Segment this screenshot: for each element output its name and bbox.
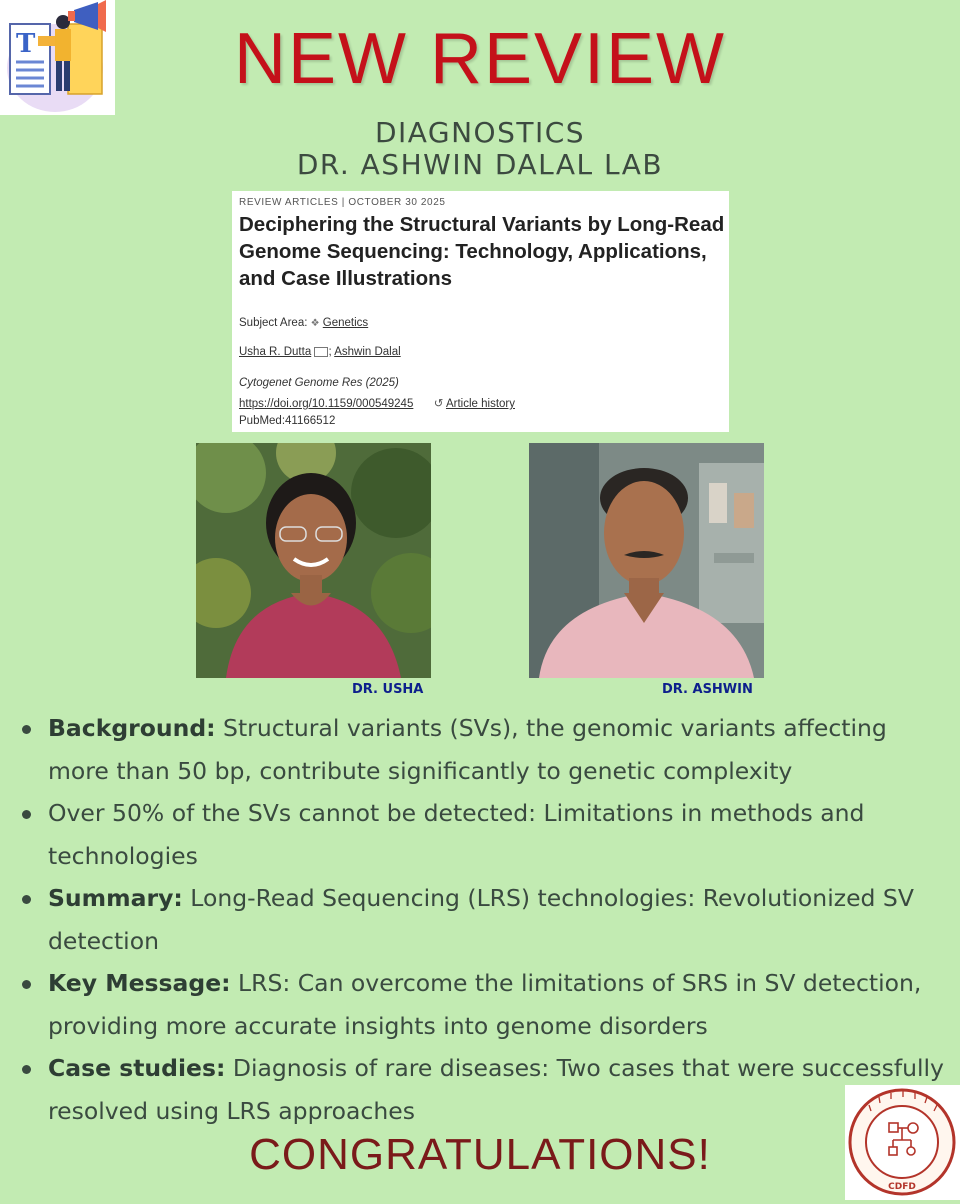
label-dr-usha: DR. USHA: [352, 682, 424, 697]
bullet-icon: [22, 895, 31, 904]
bullet-lead: Case studies:: [48, 1054, 226, 1082]
doi-link[interactable]: https://doi.org/10.1159/000549245: [239, 398, 414, 410]
headline: NEW REVIEW: [233, 19, 726, 99]
dna-icon: ❖: [310, 318, 320, 329]
author-link-1[interactable]: Usha R. Dutta: [239, 346, 312, 358]
article-history-link[interactable]: Article history: [445, 398, 515, 410]
author-link-2[interactable]: Ashwin Dalal: [334, 346, 401, 358]
summary-list: [22, 707, 952, 1132]
photo-dr-ashwin: [529, 443, 764, 678]
label-dr-ashwin: DR. ASHWIN: [662, 682, 753, 697]
photo-dr-usha: [196, 443, 431, 678]
bullet-lead: Summary:: [48, 884, 183, 912]
cdfd-logo-icon: [845, 1085, 960, 1200]
list-item: [22, 1047, 952, 1132]
bullet-text: Diagnosis of rare diseases: Two cases that were successfully resolved using LRS approaches: [48, 1054, 944, 1125]
list-item: [22, 792, 952, 877]
list-item: [22, 962, 952, 1047]
article-title[interactable]: Deciphering the Structural Variants by Long-Read Genome Sequencing: Technology, Applications, and Case Illustrations: [239, 213, 725, 290]
bullet-text: Over 50% of the SVs cannot be detected: Limitations in methods and technologies: [48, 799, 865, 870]
subject-area-link[interactable]: Genetics: [322, 317, 369, 329]
bullet-text: LRS: Can overcome the limitations of SRS in SV detection, providing more accurate insights into genome disorders: [48, 969, 922, 1040]
bullet-lead: Key Message:: [48, 969, 231, 997]
doi-row: [239, 396, 515, 410]
list-item: [22, 877, 952, 962]
author-card-icon[interactable]: [314, 347, 328, 357]
subtitle-category: DIAGNOSTICS: [374, 116, 586, 149]
subtitle-lab: DR. ASHWIN DALAL LAB: [296, 148, 664, 181]
pubmed-id: PubMed:41166512: [239, 415, 336, 427]
journal-name: Cytogenet Genome Res (2025): [239, 377, 399, 389]
svg-text:T: T: [16, 29, 36, 59]
congratulations-text: CONGRATULATIONS!: [249, 1130, 711, 1179]
article-meta: REVIEW ARTICLES | OCTOBER 30 2025: [239, 197, 446, 208]
list-item: [22, 707, 952, 792]
svg-text:CDFD: CDFD: [888, 1182, 916, 1192]
bullet-text: Long-Read Sequencing (LRS) technologies: Revolutionized SV detection: [48, 884, 914, 955]
authors-row: Usha R. Dutta ; Ashwin Dalal: [239, 346, 401, 358]
bullet-icon: [22, 1065, 31, 1074]
bullet-icon: [22, 725, 31, 734]
subject-area-label: Subject Area:: [239, 317, 308, 329]
article-card: [232, 191, 729, 432]
bullet-lead: Background:: [48, 714, 216, 742]
bullet-icon: [22, 980, 31, 989]
subject-area-row: [239, 317, 368, 329]
bullet-icon: [22, 810, 31, 819]
history-icon[interactable]: ↺: [433, 398, 444, 410]
bullet-text: Structural variants (SVs), the genomic variants affecting more than 50 bp, contribute significantly to genetic complexity: [48, 714, 887, 785]
